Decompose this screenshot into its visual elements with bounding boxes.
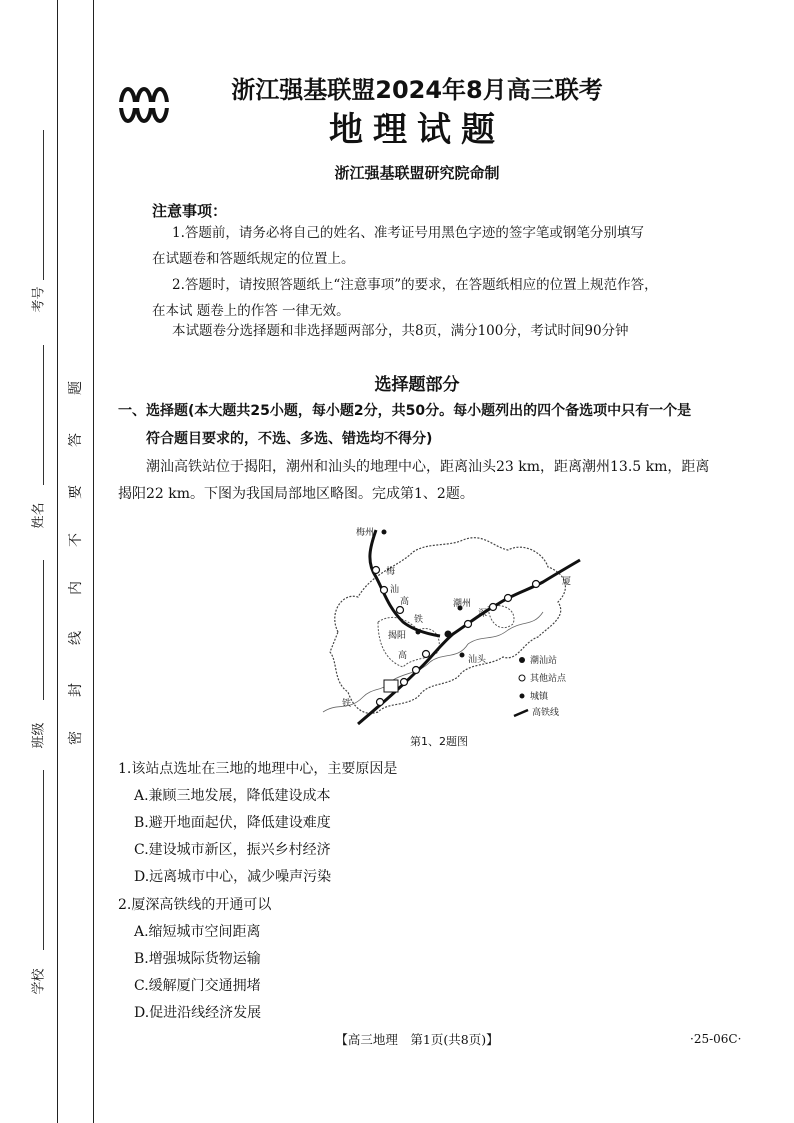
kaohao-underline (43, 130, 44, 280)
xuexiao-underline (43, 770, 44, 950)
legend-label: 潮汕站 (530, 656, 558, 666)
xuexiao-label: 学校 (31, 968, 47, 995)
seal-char: 密 (68, 731, 84, 745)
place-label: 揭阳 (388, 631, 407, 641)
seal-char: 答 (68, 433, 84, 447)
question-option: B.增强城际货物运输 (134, 951, 261, 967)
region-map (318, 512, 614, 750)
xingming-label: 姓名 (31, 502, 47, 529)
rail-label: 厦 (562, 577, 572, 587)
xingming-underline (43, 345, 44, 485)
question-option: A.缩短城市空间距离 (134, 924, 261, 940)
place-label: 梅州 (356, 528, 375, 538)
publisher: 浙江强基联盟研究院命制 (334, 164, 500, 182)
rail-label: 汕 (390, 585, 400, 595)
notice-line: 2.答题时，请按照答题纸上“注意事项”的要求，在答题纸相应的位置上规范作答， (172, 277, 658, 293)
place-label: 汕头 (468, 655, 487, 665)
notice-line: 在试题卷和答题纸规定的位置上。 (152, 251, 355, 267)
rail-label: 铁 (342, 699, 352, 709)
question-stem: 2.厦深高铁线的开通可以 (118, 897, 272, 913)
passage: 揭阳22 km。下图为我国局部地区略图。完成第1、2题。 (118, 486, 474, 502)
seal-char: 封 (68, 683, 84, 697)
question-stem: 1.该站点选址在三地的地理中心，主要原因是 (118, 761, 398, 777)
notice-heading: 注意事项： (152, 202, 228, 220)
notice-line: 在本试 题卷上的作答 一律无效。 (152, 303, 350, 319)
banji-label: 班级 (31, 722, 47, 749)
part-heading: 符合题目要求的，不选、多选、错选均不得分) (146, 431, 433, 447)
exam-subject: 地理试题 (329, 110, 505, 150)
legend-label: 高铁线 (532, 708, 560, 718)
page-footer: 【高三地理 第1页(共8页)】 (335, 1032, 499, 1047)
seal-char: 题 (68, 381, 84, 395)
rail-label: 深 (478, 609, 488, 619)
question-option: C.建设城市新区，振兴乡村经济 (134, 842, 331, 858)
question-option: A.兼顾三地发展，降低建设成本 (134, 788, 331, 804)
legend-label: 其他站点 (530, 674, 567, 684)
rail-label: 高 (400, 597, 410, 607)
rail-label: 梅 (386, 567, 396, 577)
map-caption: 第1、2题图 (410, 735, 468, 748)
notice-line: 1.答题前，请务必将自己的姓名、准考证号用黑色字迹的签字笔或钢笔分别填写 (172, 225, 644, 241)
part-heading: 一、选择题(本大题共25小题，每小题2分，共50分。每小题列出的四个备选项中只有一个是 (118, 403, 692, 419)
exam-title: 浙江强基联盟2024年8月高三联考 (231, 76, 603, 104)
seal-char: 要 (68, 485, 84, 499)
question-option: D.促进沿线经济发展 (134, 1005, 262, 1021)
question-option: C.缓解厦门交通拥堵 (134, 978, 261, 994)
kaohao-label: 考号 (31, 286, 47, 313)
seal-char: 不 (68, 533, 84, 547)
seal-char: 内 (68, 581, 84, 595)
rail-label: 铁 (414, 615, 424, 625)
paper-code: ·25-06C· (690, 1032, 742, 1046)
legend-label: 城镇 (530, 692, 549, 702)
rail-label: 高 (398, 651, 408, 661)
place-label: 潮州 (453, 599, 472, 609)
section-title: 选择题部分 (374, 375, 460, 395)
notice-line: 本试题卷分选择题和非选择题两部分，共8页，满分100分，考试时间90分钟 (172, 323, 629, 339)
banji-underline (43, 560, 44, 700)
seal-char: 线 (68, 631, 84, 645)
passage: 潮汕高铁站位于揭阳，潮州和汕头的地理中心，距离汕头23 km，距离潮州13.5 km，距离 (146, 459, 710, 475)
question-option: B.避开地面起伏，降低建设难度 (134, 815, 331, 831)
question-option: D.远离城市中心，减少噪声污染 (134, 869, 332, 885)
